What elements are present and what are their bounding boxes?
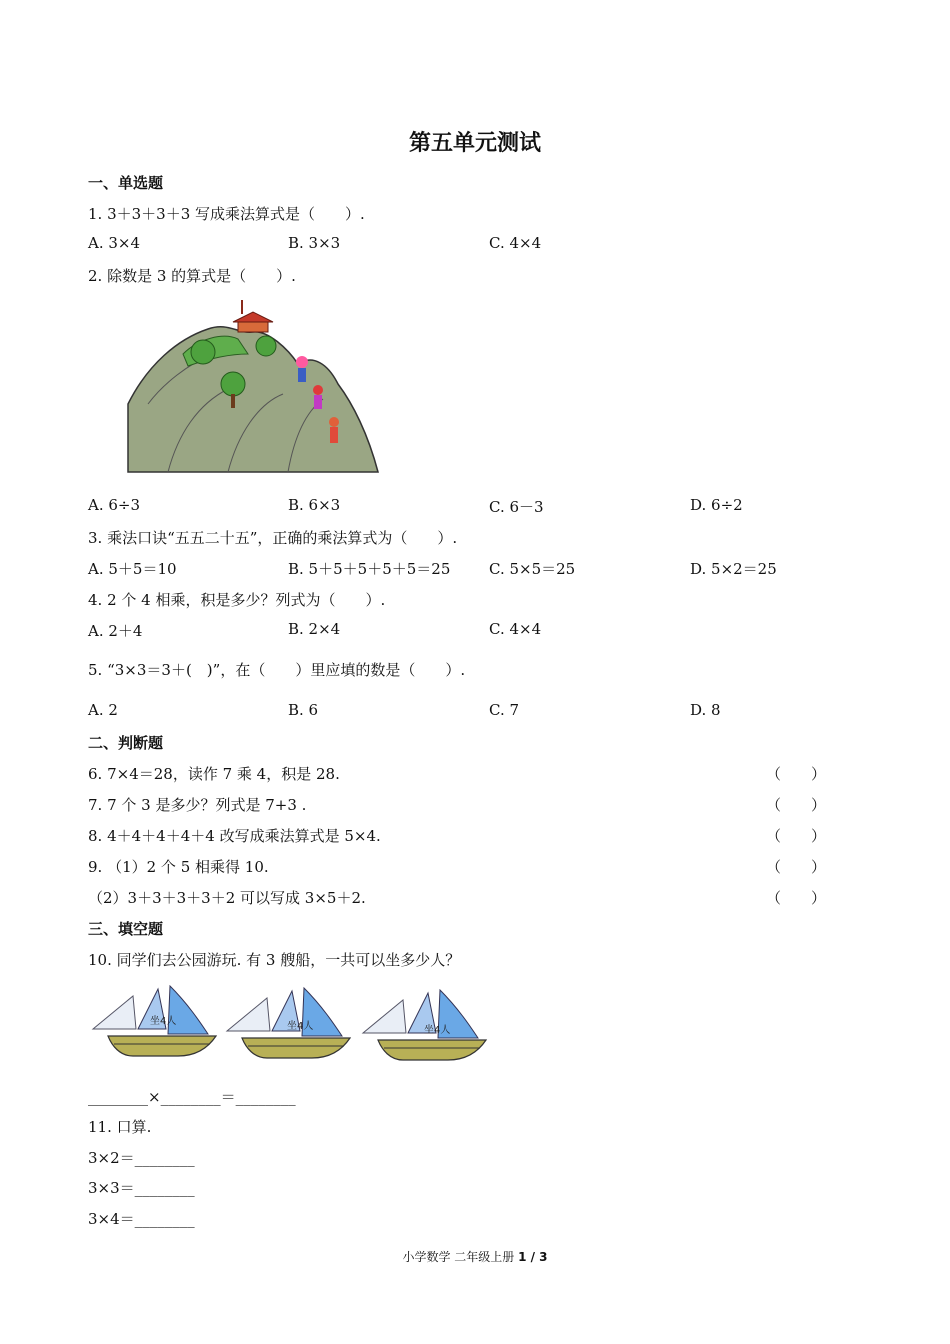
question-4: 4. 2 个 4 相乘，积是多少？列式为（ ）.: [88, 591, 386, 609]
q2-option-d: D. 6÷2: [690, 496, 743, 514]
mental-math-item-1: 3×2＝________: [88, 1149, 195, 1167]
question-7: 7. 7 个 3 是多少？列式是 7+3 .: [88, 796, 307, 814]
q5-option-a: A. 2: [88, 701, 118, 719]
section-heading-single-choice: 一、单选题: [88, 174, 164, 192]
footer-text: 小学数学 二年级上册: [402, 1250, 519, 1264]
answer-parentheses-9b: （ ）: [766, 889, 827, 907]
mountain-climbers-illustration: [88, 294, 448, 484]
sailboat-illustration-3: [358, 988, 494, 1066]
question-1: 1. 3＋3＋3＋3 写成乘法算式是（ ）.: [88, 205, 365, 223]
page-footer: [0, 1248, 950, 1265]
sailboat-illustration-1: [88, 984, 224, 1062]
q5-option-c: C. 7: [489, 701, 520, 719]
question-8: 8. 4＋4＋4＋4＋4 改写成乘法算式是 5×4.: [88, 827, 381, 845]
mental-math-item-2: 3×3＝________: [88, 1179, 195, 1197]
mental-math-item-3: 3×4＝________: [88, 1210, 195, 1228]
q4-option-c: C. 4×4: [489, 620, 542, 638]
q2-option-c: C. 6－3: [489, 498, 544, 516]
page-number: 1 / 3: [518, 1250, 548, 1264]
answer-parentheses-6: （ ）: [766, 765, 827, 783]
question-11: 11. 口算.: [88, 1118, 152, 1136]
q5-option-d: D. 8: [690, 701, 721, 719]
q4-option-a: A. 2＋4: [88, 622, 143, 640]
question-2: 2. 除数是 3 的算式是（ ）.: [88, 267, 296, 285]
q2-option-b: B. 6×3: [288, 496, 341, 514]
q1-option-a: A. 3×4: [88, 234, 141, 252]
answer-parentheses-9a: （ ）: [766, 858, 827, 876]
q1-option-b: B. 3×3: [288, 234, 341, 252]
boat-label-1: 坐4人: [150, 1016, 177, 1027]
sailboat-illustration-2: [222, 986, 358, 1064]
section-heading-fill-blank: 三、填空题: [88, 920, 164, 938]
question-6: 6. 7×4＝28，读作 7 乘 4，积是 28.: [88, 765, 340, 783]
q3-option-c: C. 5×5＝25: [489, 560, 576, 578]
question-3: 3. 乘法口诀“五五二十五”，正确的乘法算式为（ ）.: [88, 529, 458, 547]
section-heading-true-false: 二、判断题: [88, 734, 164, 752]
question-9-part-1: 9. （1）2 个 5 相乘得 10.: [88, 858, 269, 876]
boat-label-3: 坐4人: [424, 1025, 451, 1036]
q3-option-b: B. 5＋5＋5＋5＋5＝25: [288, 560, 451, 578]
answer-parentheses-7: （ ）: [766, 796, 827, 814]
boat-label-2: 坐4人: [287, 1021, 314, 1032]
q1-option-c: C. 4×4: [489, 234, 542, 252]
question-9-part-2: （2）3＋3＋3＋3＋2 可以写成 3×5＋2.: [88, 889, 366, 907]
page-title: 第五单元测试: [408, 131, 541, 156]
question-10: 10. 同学们去公园游玩. 有 3 艘船，一共可以坐多少人？: [88, 951, 461, 969]
q2-option-a: A. 6÷3: [88, 496, 141, 514]
question-5: 5. “3×3＝3＋( )”，在（ ）里应填的数是（ ）.: [88, 661, 466, 679]
q5-option-b: B. 6: [288, 701, 319, 719]
q3-option-a: A. 5＋5＝10: [88, 560, 177, 578]
q4-option-b: B. 2×4: [288, 620, 341, 638]
q3-option-d: D. 5×2＝25: [690, 560, 777, 578]
answer-parentheses-8: （ ）: [766, 827, 827, 845]
question-10-answer-blanks: ________×________＝________: [88, 1088, 296, 1106]
